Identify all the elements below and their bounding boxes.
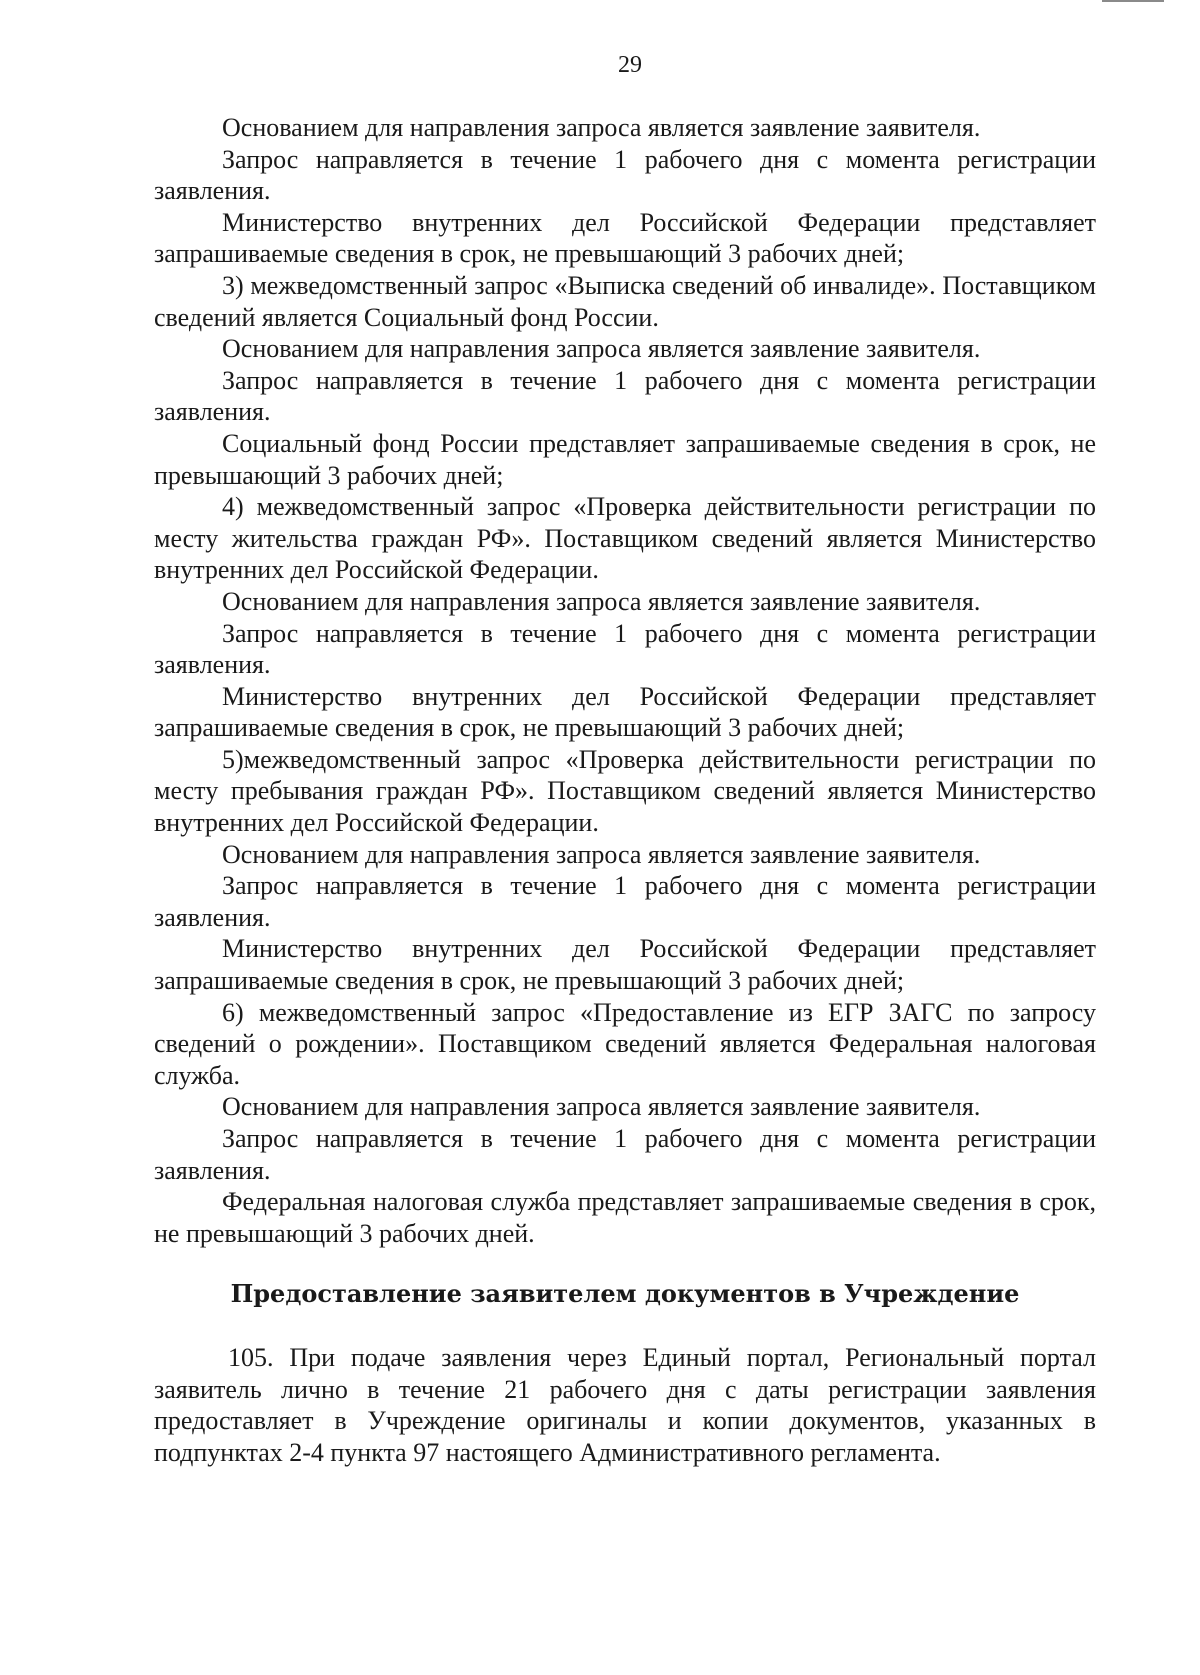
paragraph: Федеральная налоговая служба представляет запрашиваемые сведения в срок, не превышающий 3 рабочих дней. <box>154 1187 1096 1248</box>
paragraph: Основанием для направления запроса является заявление заявителя. <box>222 586 981 616</box>
body-text <box>154 112 1096 1249</box>
paragraph: 105. При подаче заявления через Единый портал, Региональный портал заявитель лично в течение 21 рабочего дня с даты регистрации заявления предоставляет в Учреждение оригиналы и копии документов, указанных в подпунктах 2-4 пункта 97 настоящего Административного регламента. <box>154 1343 1096 1467</box>
paragraph: Министерство внутренних дел Российской Федерации представляет запрашиваемые сведения в срок, не превышающий 3 рабочих дней; <box>154 681 1096 743</box>
paragraph: Основанием для направления запроса является заявление заявителя. <box>222 1092 981 1122</box>
paragraph: 4) межведомственный запрос «Проверка действительности регистрации по месту жительства граждан РФ». Поставщиком сведений является Министерство внутренних дел Российской Федерации. <box>154 492 1096 585</box>
paragraph: Запрос направляется в течение 1 рабочего дня с момента регистрации заявления. <box>154 871 1096 932</box>
paragraph: Запрос направляется в течение 1 рабочего дня с момента регистрации заявления. <box>154 618 1096 680</box>
paragraph: Министерство внутренних дел Российской Федерации представляет запрашиваемые сведения в срок, не превышающий 3 рабочих дней; <box>154 934 1096 996</box>
paragraph: Основанием для направления запроса является заявление заявителя. <box>222 113 981 142</box>
paragraph: Запрос направляется в течение 1 рабочего дня с момента регистрации заявления. <box>154 1124 1096 1185</box>
paragraph: 5)межведомственный запрос «Проверка действительности регистрации по месту пребывания граждан РФ». Поставщиком сведений является Министерство внутренних дел Российской Федерации. <box>154 744 1096 838</box>
section-body-text <box>154 1342 1096 1468</box>
paragraph: Социальный фонд России представляет запрашиваемые сведения в срок, не превышающий 3 рабочих дней; <box>154 428 1096 490</box>
paragraph: Запрос направляется в течение 1 рабочего дня с момента регистрации заявления. <box>154 365 1096 427</box>
paragraph: Основанием для направления запроса является заявление заявителя. <box>222 334 981 364</box>
paragraph: 3) межведомственный запрос «Выписка сведений об инвалиде». Поставщиком сведений является Социальный фонд России. <box>154 270 1096 332</box>
corner-rule <box>1102 0 1164 2</box>
page-number: 29 <box>618 52 642 78</box>
paragraph: Министерство внутренних дел Российской Федерации представляет запрашиваемые сведения в срок, не превышающий 3 рабочих дней; <box>154 207 1096 269</box>
paragraph: 6) межведомственный запрос «Предоставление из ЕГР ЗАГС по запросу сведений о рождении». Поставщиком сведений является Федеральная налоговая служба. <box>154 997 1096 1090</box>
paragraph: Запрос направляется в течение 1 рабочего дня с момента регистрации заявления. <box>154 144 1096 206</box>
paragraph: Основанием для направления запроса является заявление заявителя. <box>222 839 981 869</box>
section-heading: Предоставление заявителем документов в Учреждение <box>230 1279 1020 1308</box>
